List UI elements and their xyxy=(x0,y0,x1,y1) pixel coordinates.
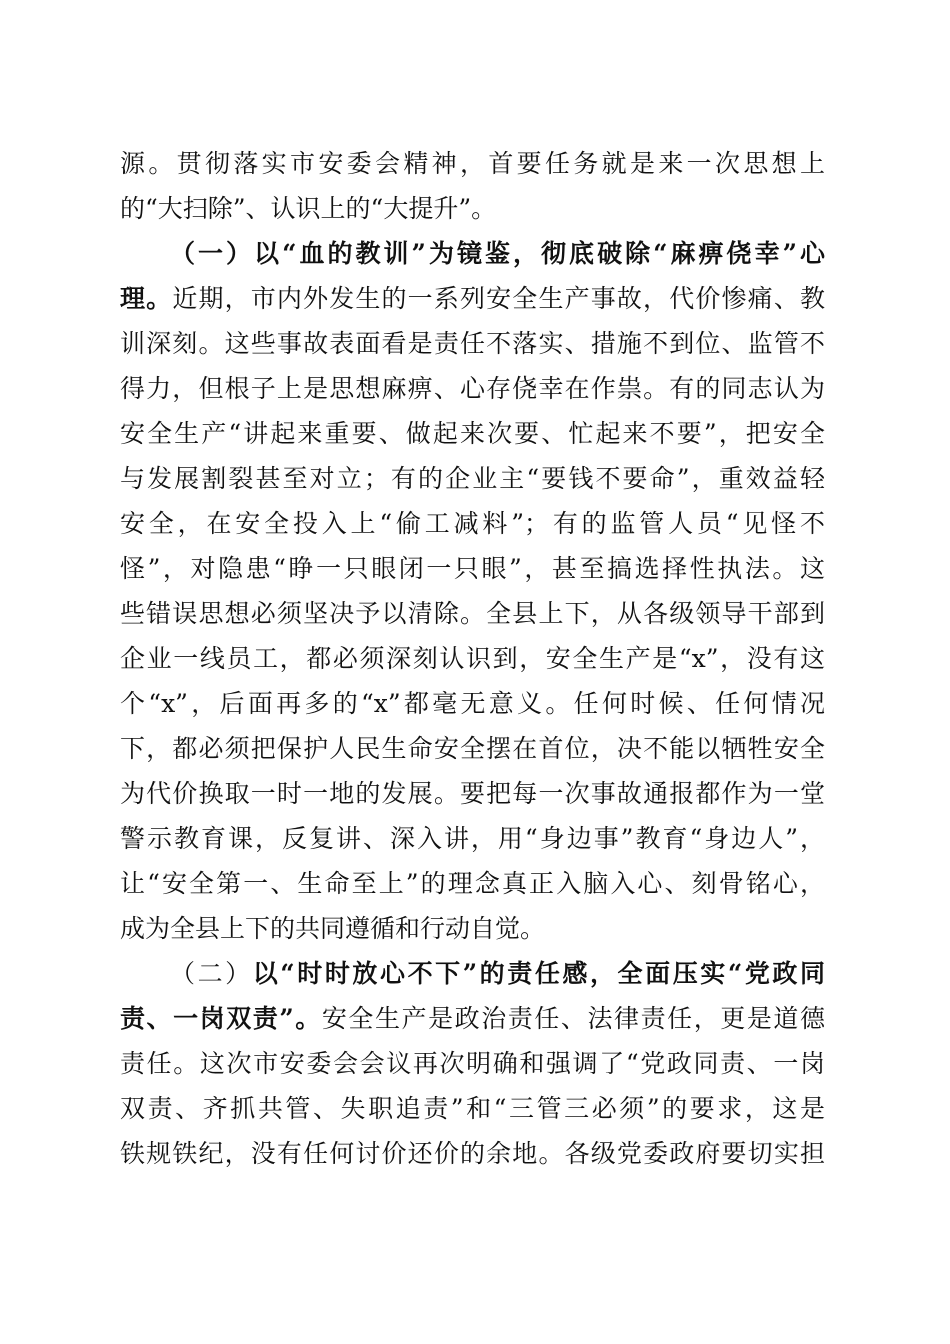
paragraph-line: 怪”，对隐患“睁一只眼闭一只眼”，甚至搞选择性执法。这 xyxy=(120,554,825,583)
section-heading-1: （一）以“血的教训”为镜鉴，彻底破除“麻痹侥幸”心 xyxy=(170,239,825,268)
paragraph-line: 安全生产“讲起来重要、做起来次要、忙起来不要”，把安全 xyxy=(120,419,825,448)
paragraph-line: 成为全县上下的共同遵循和行动自觉。 xyxy=(120,914,546,943)
paragraph-line: 双责、齐抓共管、失职追责”和“三管三必须”的要求，这是 xyxy=(120,1094,825,1123)
paragraph-line: 些错误思想必须坚决予以清除。全县上下，从各级领导干部到 xyxy=(120,599,825,628)
section-heading-2-number: （二） xyxy=(170,959,253,988)
paragraph-line: 的“大扫除”、认识上的“大提升”。 xyxy=(120,194,497,223)
section-heading-2 xyxy=(170,954,825,994)
paragraph-text: 安全生产是政治责任、法律责任，更是道德 xyxy=(321,1004,825,1033)
paragraph-line: 让“安全第一、生命至上”的理念真正入脑入心、刻骨铭心， xyxy=(120,869,825,898)
section-heading-1-end: 理。 xyxy=(120,284,173,313)
paragraph-line: 责任。这次市安委会会议再次明确和强调了“党政同责、一岗 xyxy=(120,1049,825,1078)
paragraph-text: 近期，市内外发生的一系列安全生产事故，代价惨痛、教 xyxy=(172,284,825,313)
section-heading-2-end: 责、一岗双责”。 xyxy=(120,1004,322,1033)
paragraph-line: 得力，但根子上是思想麻痹、心存侥幸在作祟。有的同志认为 xyxy=(120,374,825,403)
paragraph-line: 为代价换取一时一地的发展。要把每一次事故通报都作为一堂 xyxy=(120,779,825,808)
paragraph-line: 源。贯彻落实市安委会精神，首要任务就是来一次思想上 xyxy=(120,149,825,178)
paragraph-line: 警示教育课，反复讲、深入讲，用“身边事”教育“身边人”， xyxy=(120,824,825,853)
paragraph-line: 下，都必须把保护人民生命安全摆在首位，决不能以牺牲安全 xyxy=(120,734,825,763)
paragraph-line: 个“x”，后面再多的“x”都毫无意义。任何时候、任何情况 xyxy=(120,689,825,718)
paragraph-line: 企业一线员工，都必须深刻认识到，安全生产是“x”，没有这 xyxy=(120,644,825,673)
paragraph-line: 铁规铁纪，没有任何讨价还价的余地。各级党委政府要切实担 xyxy=(120,1139,825,1168)
paragraph-line xyxy=(120,999,825,1039)
paragraph-line: 与发展割裂甚至对立；有的企业主“要钱不要命”，重效益轻 xyxy=(120,464,825,493)
paragraph-line xyxy=(120,279,825,319)
section-heading-2-title: 以“时时放心不下”的责任感，全面压实“党政同 xyxy=(252,959,825,988)
paragraph-line: 安全，在安全投入上“偷工减料”；有的监管人员“见怪不 xyxy=(120,509,825,538)
paragraph-line: 训深刻。这些事故表面看是责任不落实、措施不到位、监管不 xyxy=(120,329,825,358)
